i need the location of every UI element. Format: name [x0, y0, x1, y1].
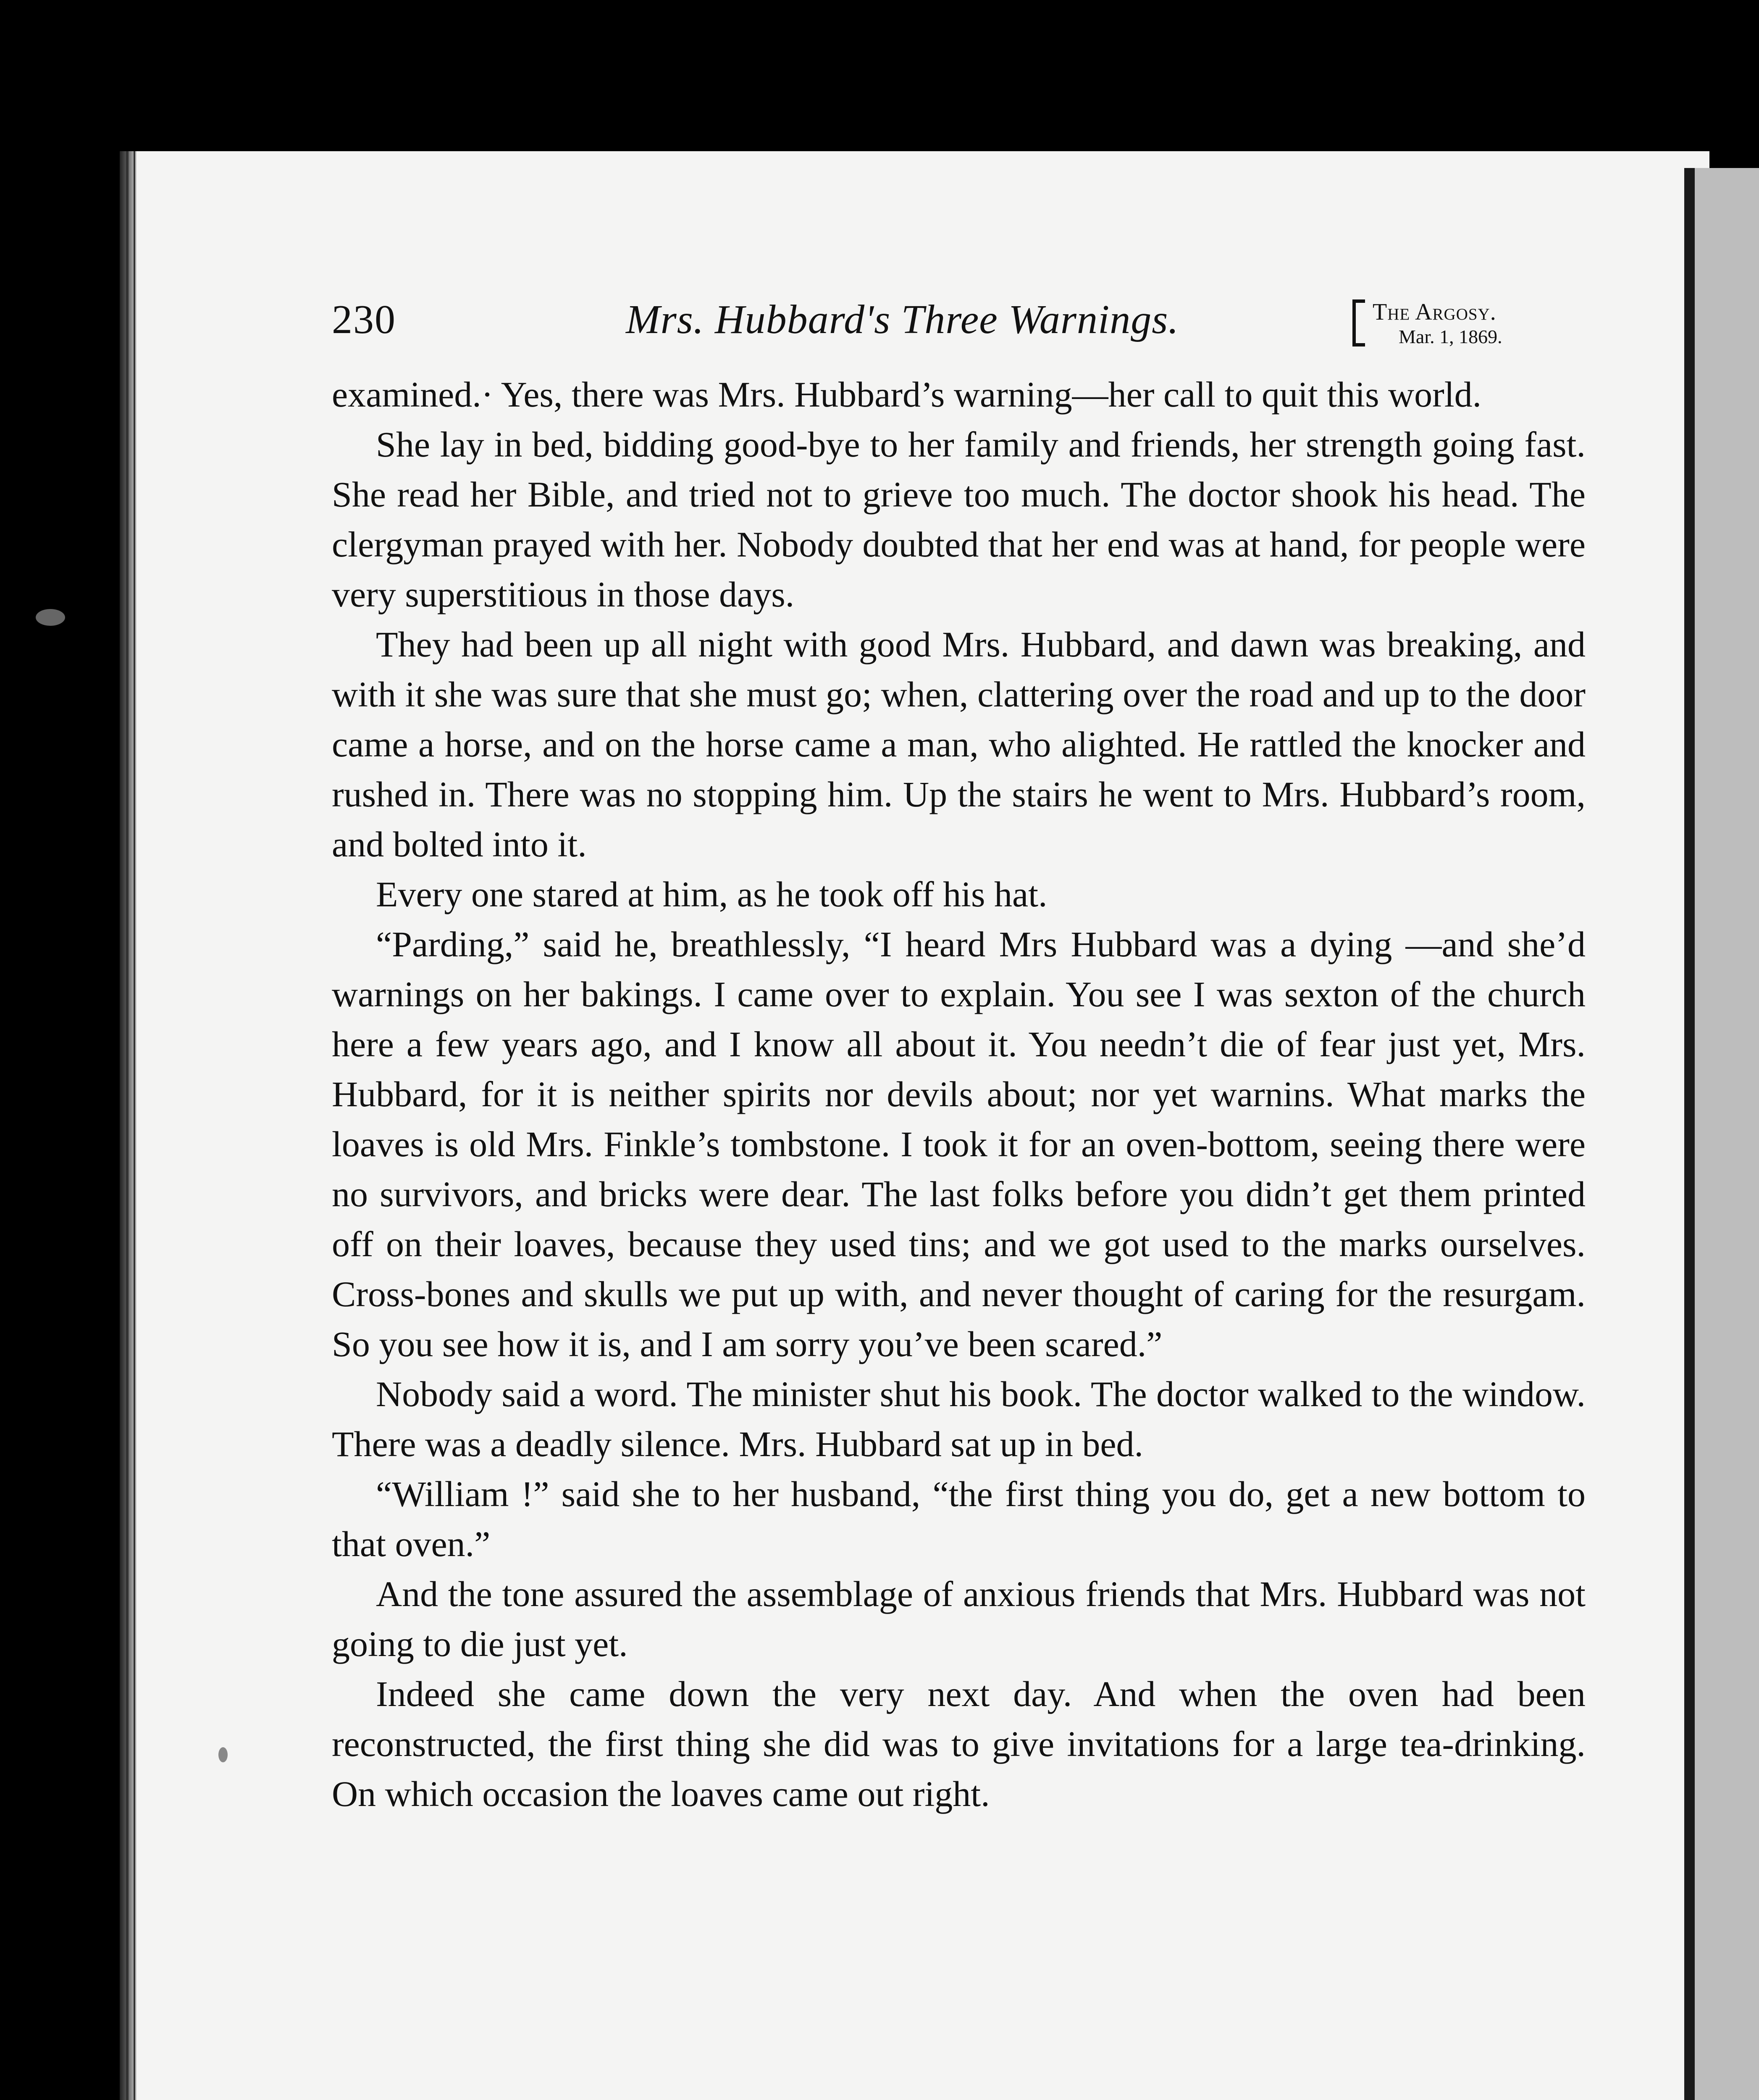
paragraph: “William !” said she to her husband, “the first thing you do, get a new bottom to that oven.”: [332, 1474, 1586, 1564]
source-citation: [1352, 299, 1588, 358]
margin-speck: [36, 609, 65, 626]
paragraph: Indeed she came down the very next day. And when the oven had been reconstructed, the first thing she did was to give invitations for a large tea-drinking. On which occasion the loaves came out right.: [332, 1674, 1586, 1814]
adjacent-page-edge: [1695, 168, 1759, 2100]
paragraph: Nobody said a word. The minister shut his book. The doctor walked to the window. There was a deadly silence. Mrs. Hubbard sat up in bed.: [332, 1374, 1586, 1464]
article-body: [332, 370, 1586, 1819]
running-title: Mrs. Hubbard's Three Warnings.: [626, 297, 1179, 342]
paragraph: examined.· Yes, there was Mrs. Hubbard’s warning—her call to quit this world.: [332, 374, 1482, 415]
page-gap: [1684, 168, 1695, 2100]
bracket-mark: [1352, 299, 1365, 346]
gutter-line: [134, 151, 135, 2100]
source-date: Mar. 1, 1869.: [1399, 326, 1502, 347]
gutter-line: [126, 151, 129, 2100]
running-header: [332, 296, 1596, 363]
paragraph: And the tone assured the assemblage of anxious friends that Mrs. Hubbard was not going to die just yet.: [332, 1574, 1586, 1664]
margin-speck: [218, 1747, 228, 1762]
paragraph: They had been up all night with good Mrs. Hubbard, and dawn was breaking, and with it she was sure that she must go; when, clattering over the road and up to the door came a horse, and on the horse came a man, who alighted. He rattled the knocker and rushed in. There was no stopping him. Up the stairs he went to Mrs. Hubbard’s room, and bolted into it.: [332, 624, 1586, 864]
page-number: 230: [332, 297, 396, 342]
source-title: The Argosy.: [1373, 299, 1496, 325]
paragraph: “Parding,” said he, breathlessly, “I heard Mrs Hubbard was a dying —and she’d warnings on her bakings. I came over to explain. You see I was sexton of the church here a few years ago, and I know all about it. You needn’t die of fear just yet, Mrs. Hubbard, for it is neither spirits nor devils about; nor yet warnins. What marks the loaves is old Mrs. Finkle’s tombstone. I took it for an oven-bottom, seeing there were no survivors, and bricks were dear. The last folks before you didn’t get them printed off on their loaves, because they used tins; and we got used to the marks ourselves. Cross-bones and skulls we put up with, and never thought of caring for the resurgam. So you see how it is, and I am sorry you’ve been scared.”: [332, 924, 1586, 1364]
paragraph: She lay in bed, bidding good-bye to her family and friends, her strength going fast. She read her Bible, and tried not to grieve too much. The doctor shook his head. The clergyman prayed with her. Nobody doubted that her end was at hand, for people were very superstitious in those days.: [332, 424, 1586, 614]
paragraph: Every one stared at him, as he took off his hat.: [376, 874, 1048, 914]
